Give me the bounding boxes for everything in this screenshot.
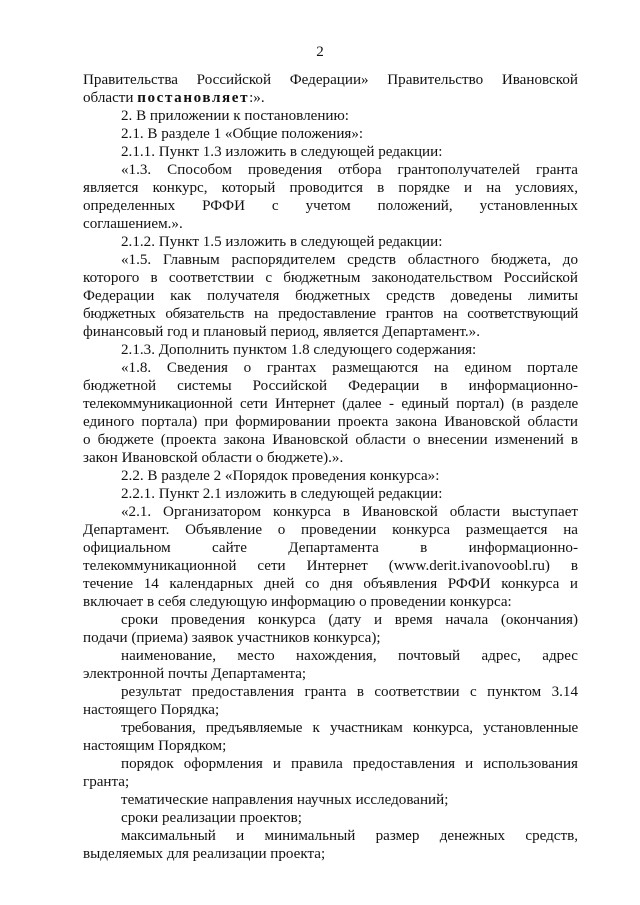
- text-line: подачи (приема) заявок участников конкурса);: [83, 630, 381, 646]
- text-line: Департамент. Объявление о проведении конкурса размещается на: [83, 522, 578, 538]
- text-line: «2.1. Организатором конкурса в Ивановской области выступает: [121, 504, 578, 520]
- text-line: бюджетной системы Российской Федерации в информационно-: [83, 378, 578, 394]
- text-line: финансовый год и плановый период, является Департамент.».: [83, 324, 481, 340]
- text-line: включает в себя следующую информацию о проведении конкурса:: [83, 594, 512, 610]
- text-line: соглашением.».: [83, 216, 183, 232]
- text-line: 2.1.2. Пункт 1.5 изложить в следующей редакции:: [121, 234, 443, 250]
- text-line: 2.2. В разделе 2 «Порядок проведения конкурса»:: [121, 468, 440, 484]
- text-line: тематические направления научных исследований;: [121, 792, 449, 808]
- text-line: электронной почты Департамента;: [83, 666, 307, 682]
- text-line: официальном сайте Департамента в информационно-: [83, 540, 578, 556]
- text-line: требования, предъявляемые к участникам конкурса, установленные: [121, 720, 578, 736]
- text-line: которого в соответствии с бюджетным законодательством Российской: [83, 270, 578, 286]
- text-line: Правительства Российской Федерации» Правительство Ивановской: [83, 72, 578, 88]
- text-line: настоящим Порядком;: [83, 738, 227, 754]
- text-line: максимальный и минимальный размер денежных средств,: [121, 828, 578, 844]
- text-line: сроки проведения конкурса (дату и время начала (окончания): [121, 612, 578, 628]
- text-line: результат предоставления гранта в соответствии с пунктом 3.14: [121, 684, 578, 700]
- text-line: гранта;: [83, 774, 130, 790]
- text-line: 2. В приложении к постановлению:: [121, 108, 349, 124]
- text-line: «1.5. Главным распорядителем средств областного бюджета, до: [121, 252, 578, 268]
- text-line: Федерации как получателя бюджетных средств доведены лимиты: [83, 288, 578, 304]
- text-line: 2.1.3. Дополнить пунктом 1.8 следующего содержания:: [121, 342, 477, 358]
- text-line: сроки реализации проектов;: [121, 810, 302, 826]
- text-line: порядок оформления и правила предоставления и использования: [121, 756, 578, 772]
- text-line: телекоммуникационной сети Интернет (www.derit.ivanovoobl.ru) в: [83, 558, 578, 574]
- text-line: определенных РФФИ с учетом положений, установленных: [83, 198, 578, 214]
- text-line: выделяемых для реализации проекта;: [83, 846, 326, 862]
- text-line: «1.3. Способом проведения отбора грантополучателей гранта: [121, 162, 578, 178]
- text-line: «1.8. Сведения о грантах размещаются на едином портале: [121, 360, 578, 376]
- text-line: телекоммуникационной сети Интернет (далее - единый портал) (в разделе: [83, 396, 578, 412]
- text-line: является конкурс, который проводится в порядке и на условиях,: [83, 180, 578, 196]
- text-line: течение 14 календарных дней со дня объявления РФФИ конкурса и: [83, 576, 578, 592]
- text-line: бюджетных обязательств на предоставление грантов на соответствующий: [83, 306, 578, 322]
- text-line: наименование, место нахождения, почтовый адрес, адрес: [121, 648, 578, 664]
- text-line: единого портала) при формировании проекта закона Ивановской области: [83, 414, 578, 430]
- text-line: о бюджете (проекта закона Ивановской области о внесении изменений в: [83, 432, 578, 448]
- text-line: настоящего Порядка;: [83, 702, 220, 718]
- text-line: 2.2.1. Пункт 2.1 изложить в следующей редакции:: [121, 486, 443, 502]
- text-line: области постановляет:».: [83, 90, 265, 106]
- text-line: 2.1.1. Пункт 1.3 изложить в следующей редакции:: [121, 144, 443, 160]
- text-line: закон Ивановской области о бюджете).».: [83, 450, 344, 466]
- page-number: 2: [316, 44, 324, 60]
- text-line: 2.1. В разделе 1 «Общие положения»:: [121, 126, 364, 142]
